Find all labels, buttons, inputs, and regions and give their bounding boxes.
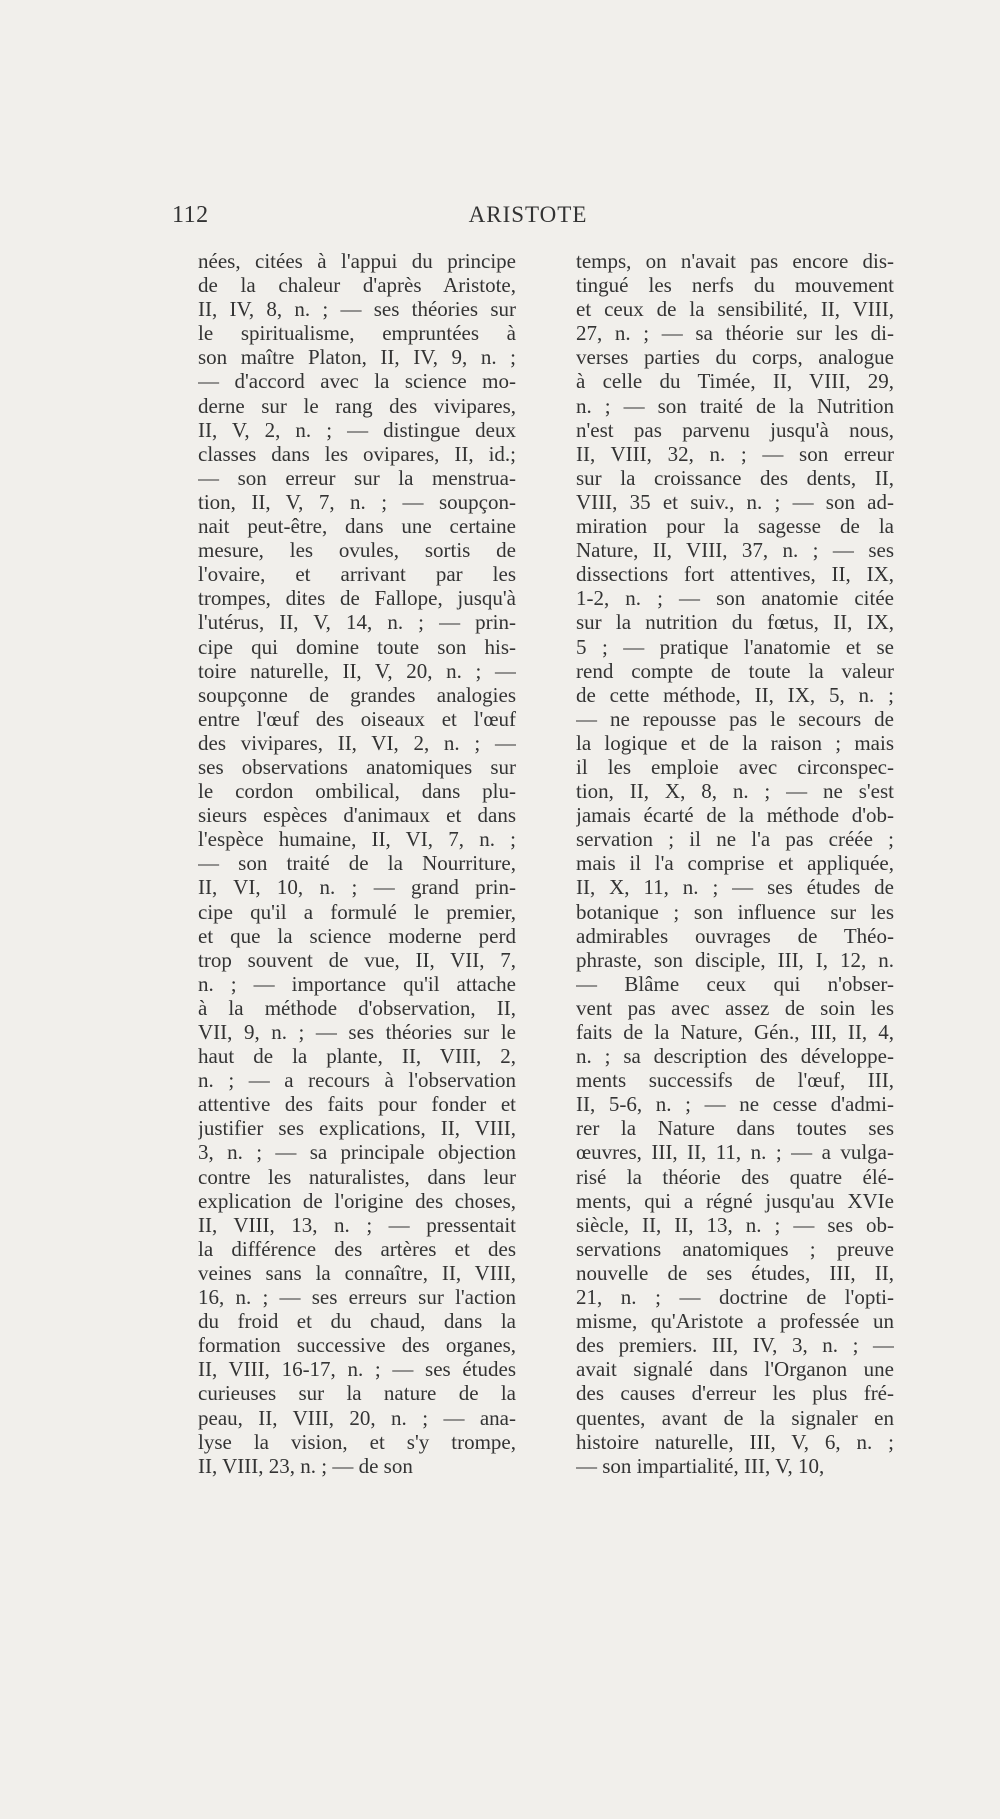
text-line: nouvelle de ses études, III, II, [576, 1260, 894, 1285]
text-line: II, X, 11, n. ; — ses études de [576, 875, 894, 900]
text-line: et que la science moderne perd [198, 923, 516, 948]
text-line: — son traité de la Nourriture, [198, 851, 516, 876]
text-line: ments successifs de l'œuf, III, [576, 1068, 894, 1093]
text-line: trop souvent de vue, II, VII, 7, [198, 947, 516, 972]
text-line: n. ; — a recours à l'observation [198, 1068, 516, 1093]
text-line: des vivipares, II, VI, 2, n. ; — [198, 730, 516, 755]
text-line: cipe qui domine toute son his- [198, 634, 516, 659]
text-line: tingué les nerfs du mouvement [576, 273, 894, 298]
text-line: le cordon ombilical, dans plu- [198, 779, 516, 804]
text-line: n. ; — son traité de la Nutrition [576, 393, 894, 418]
text-line: n. ; — importance qu'il attache [198, 971, 516, 996]
text-line: attentive des faits pour fonder et [198, 1092, 516, 1117]
text-line: haut de la plante, II, VIII, 2, [198, 1044, 516, 1069]
text-line: — son erreur sur la menstrua- [198, 465, 516, 490]
left-column [198, 249, 516, 1478]
text-line: 3, n. ; — sa principale objection [198, 1140, 516, 1165]
text-line: la différence des artères et des [198, 1236, 516, 1261]
text-line: explication de l'origine des choses, [198, 1188, 516, 1213]
text-line: veines sans la connaître, II, VIII, [198, 1260, 516, 1285]
text-line: mesure, les ovules, sortis de [198, 538, 516, 563]
text-line: VII, 9, n. ; — ses théories sur le [198, 1020, 516, 1044]
text-line: 1-2, n. ; — son anatomie citée [576, 586, 894, 611]
text-line: II, IV, 8, n. ; — ses théories sur [198, 297, 516, 322]
text-line: avait signalé dans l'Organon une [576, 1357, 894, 1382]
text-line: misme, qu'Aristote a professée un [576, 1309, 894, 1334]
text-line: — d'accord avec la science mo- [198, 369, 516, 394]
text-line: 21, n. ; — doctrine de l'opti- [576, 1285, 894, 1310]
text-line: sieurs espèces d'animaux et dans [198, 803, 516, 828]
text-line: et ceux de la sensibilité, II, VIII, [576, 297, 894, 322]
text-line: lyse la vision, et s'y trompe, [198, 1429, 516, 1454]
text-line: curieuses sur la nature de la [198, 1381, 516, 1406]
text-line: siècle, II, II, 13, n. ; — ses ob- [576, 1212, 894, 1237]
text-line: botanique ; son influence sur les [576, 899, 894, 924]
text-line: temps, on n'avait pas encore dis- [576, 249, 894, 273]
text-line: n'est pas parvenu jusqu'à nous, [576, 417, 894, 442]
text-line: l'utérus, II, V, 14, n. ; — prin- [198, 610, 516, 635]
text-line: rer la Nature dans toutes ses [576, 1116, 894, 1141]
text-line: cipe qu'il a formulé le premier, [198, 899, 516, 924]
text-line: — ne repousse pas le secours de [576, 706, 894, 731]
text-line: rend compte de toute la valeur [576, 658, 894, 683]
text-line: le spiritualisme, empruntées à [198, 321, 516, 346]
text-line: ses observations anatomiques sur [198, 754, 516, 779]
text-line: derne sur le rang des vivipares, [198, 393, 516, 418]
text-line: du froid et du chaud, dans la [198, 1309, 516, 1334]
page-number: 112 [172, 202, 209, 228]
page-header [172, 202, 884, 234]
text-line: n. ; sa description des développe- [576, 1044, 894, 1069]
text-line: dissections fort attentives, II, IX, [576, 562, 894, 587]
text-line: — Blâme ceux qui n'obser- [576, 971, 894, 996]
text-line: sur la croissance des dents, II, [576, 465, 894, 490]
text-line: œuvres, III, II, 11, n. ; — a vulga- [576, 1140, 894, 1165]
text-line: ments, qui a régné jusqu'au XVIe [576, 1188, 894, 1213]
text-line: tion, II, V, 7, n. ; — soupçon- [198, 489, 516, 514]
text-line: son maître Platon, II, IV, 9, n. ; [198, 345, 516, 370]
text-line: des premiers. III, IV, 3, n. ; — [576, 1333, 894, 1358]
text-line: contre les naturalistes, dans leur [198, 1164, 516, 1189]
text-line: risé la théorie des quatre élé- [576, 1164, 894, 1189]
text-line: miration pour la sagesse de la [576, 514, 894, 539]
text-line: — son impartialité, III, V, 10, [576, 1453, 825, 1478]
running-title: ARISTOTE [468, 202, 588, 227]
text-line: faits de la Nature, Gén., III, II, 4, [576, 1020, 894, 1044]
text-line: II, 5-6, n. ; — ne cesse d'admi- [576, 1092, 894, 1117]
text-line: II, VIII, 13, n. ; — pressentait [198, 1212, 516, 1237]
text-line: servation ; il ne l'a pas créée ; [576, 827, 894, 852]
text-line: admirables ouvrages de Théo- [576, 923, 894, 948]
text-line: 5 ; — pratique l'anatomie et se [576, 634, 894, 659]
text-line: vent pas avec assez de soin les [576, 995, 894, 1020]
text-line: II, VIII, 23, n. ; — de son [198, 1453, 413, 1478]
text-line: soupçonne de grandes analogies [198, 682, 516, 707]
text-line: II, V, 2, n. ; — distingue deux [198, 417, 516, 442]
text-line: phraste, son disciple, III, I, 12, n. [576, 947, 894, 972]
text-line: verses parties du corps, analogue [576, 345, 894, 370]
text-line: l'ovaire, et arrivant par les [198, 562, 516, 587]
text-line: II, VIII, 32, n. ; — son erreur [576, 441, 894, 466]
text-line: histoire naturelle, III, V, 6, n. ; [576, 1429, 894, 1454]
text-line: de cette méthode, II, IX, 5, n. ; [576, 682, 894, 707]
right-column [576, 249, 894, 1478]
text-line: nait peut-être, dans une certaine [198, 514, 516, 539]
text-line: nées, citées à l'appui du principe [198, 249, 516, 273]
text-line: entre l'œuf des oiseaux et l'œuf [198, 706, 516, 731]
text-line: il les emploie avec circonspec- [576, 754, 894, 779]
text-line: Nature, II, VIII, 37, n. ; — ses [576, 538, 894, 563]
text-line: classes dans les ovipares, II, id.; [198, 441, 516, 466]
text-line: mais il l'a comprise et appliquée, [576, 851, 894, 876]
text-line: de la chaleur d'après Aristote, [198, 273, 516, 298]
text-line: tion, II, X, 8, n. ; — ne s'est [576, 779, 894, 804]
text-line: des causes d'erreur les plus fré- [576, 1381, 894, 1406]
text-line: justifier ses explications, II, VIII, [198, 1116, 516, 1141]
text-line: toire naturelle, II, V, 20, n. ; — [198, 658, 516, 683]
text-line: jamais écarté de la méthode d'ob- [576, 803, 894, 828]
text-line: peau, II, VIII, 20, n. ; — ana- [198, 1405, 516, 1430]
text-line: à la méthode d'observation, II, [198, 995, 516, 1020]
text-line: II, VI, 10, n. ; — grand prin- [198, 875, 516, 900]
text-line: servations anatomiques ; preuve [576, 1236, 894, 1261]
text-line: trompes, dites de Fallope, jusqu'à [198, 586, 516, 611]
text-line: quentes, avant de la signaler en [576, 1405, 894, 1430]
text-line: II, VIII, 16-17, n. ; — ses études [198, 1357, 516, 1382]
text-line: 27, n. ; — sa théorie sur les di- [576, 321, 894, 346]
text-line: formation successive des organes, [198, 1333, 516, 1358]
text-line: VIII, 35 et suiv., n. ; — son ad- [576, 489, 894, 514]
text-line: sur la nutrition du fœtus, II, IX, [576, 610, 894, 635]
text-line: la logique et de la raison ; mais [576, 730, 894, 755]
text-line: à celle du Timée, II, VIII, 29, [576, 369, 894, 394]
text-line: l'espèce humaine, II, VI, 7, n. ; [198, 827, 516, 852]
text-line: 16, n. ; — ses erreurs sur l'action [198, 1285, 516, 1310]
